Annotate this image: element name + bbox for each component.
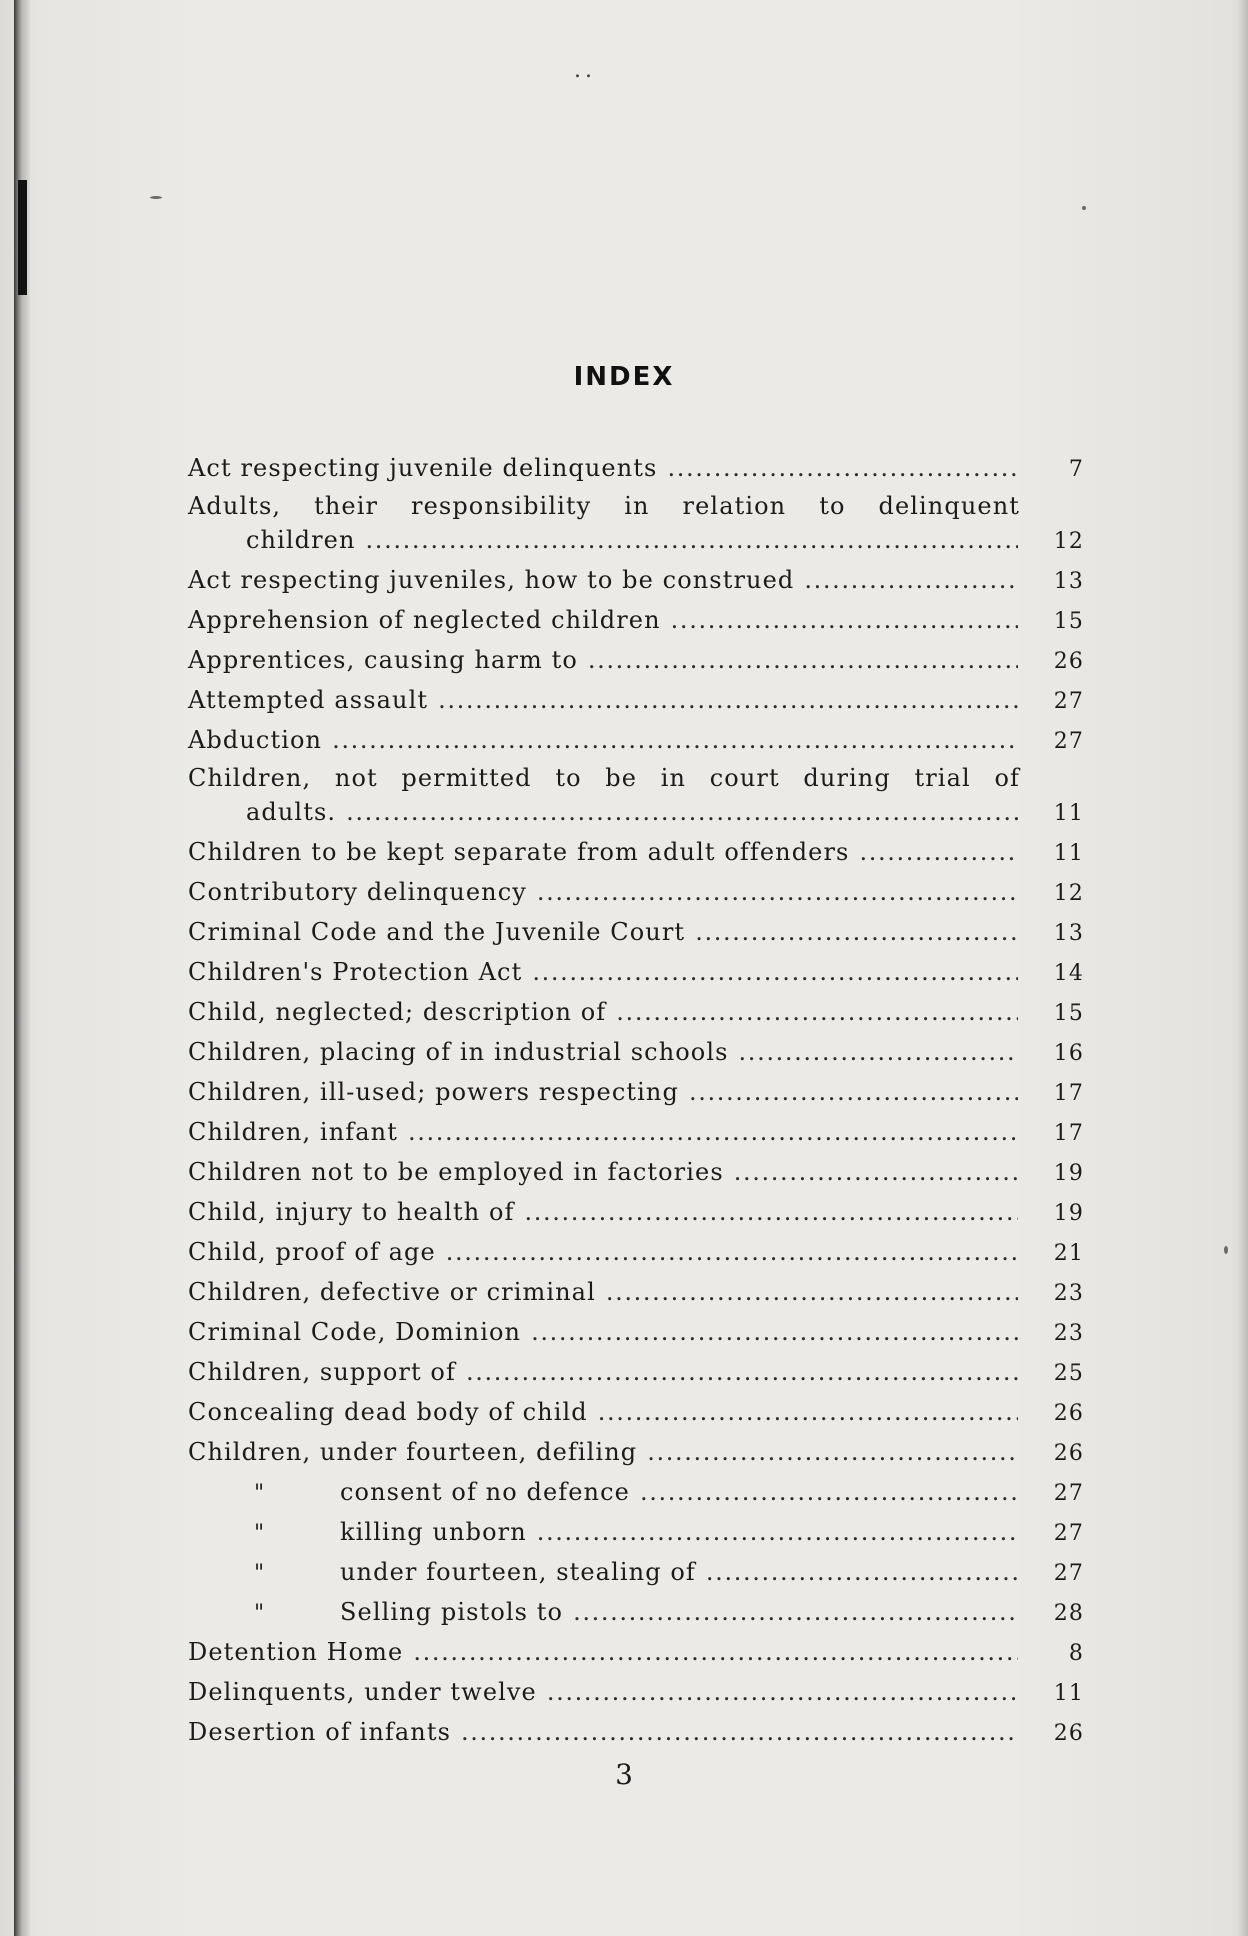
dot-leader bbox=[346, 796, 1018, 828]
entry-page: 23 bbox=[1053, 1281, 1084, 1306]
entry-text: Children not to be employed in factories bbox=[188, 1158, 724, 1186]
index-entry bbox=[188, 1712, 1084, 1752]
dot-leader bbox=[588, 640, 1018, 680]
dot-leader bbox=[547, 1672, 1018, 1712]
entry-page: 21 bbox=[1053, 1241, 1084, 1266]
index-entry bbox=[188, 760, 1084, 832]
paper-speck bbox=[1082, 206, 1086, 210]
dot-leader bbox=[616, 992, 1018, 1032]
index-entry bbox=[188, 1432, 1084, 1472]
entry-text: killing unborn bbox=[340, 1518, 527, 1546]
entry-page: 27 bbox=[1053, 1521, 1084, 1546]
index-subentry bbox=[188, 1552, 1084, 1592]
entry-page: 11 bbox=[1053, 841, 1084, 866]
entry-page: 19 bbox=[1053, 1201, 1084, 1226]
entry-text: Children, infant bbox=[188, 1118, 398, 1146]
ditto-mark: " bbox=[254, 1521, 266, 1546]
entry-page: 27 bbox=[1053, 1561, 1084, 1586]
dot-leader bbox=[466, 1352, 1018, 1392]
index-entry bbox=[188, 1232, 1084, 1272]
entry-continuation bbox=[188, 796, 1084, 832]
entry-page: 23 bbox=[1053, 1321, 1084, 1346]
index-entry bbox=[188, 1072, 1084, 1112]
entry-continuation-text: adults. bbox=[246, 798, 337, 826]
index-title: INDEX bbox=[573, 362, 675, 392]
dot-leader bbox=[804, 560, 1018, 600]
dot-leader bbox=[734, 1152, 1018, 1192]
dot-leader bbox=[408, 1112, 1018, 1152]
entry-text: Adults, their responsibility in relation to delinquent bbox=[188, 492, 1020, 520]
ditto-mark: " bbox=[254, 1601, 266, 1626]
dot-leader bbox=[573, 1592, 1018, 1632]
index-subentry bbox=[188, 1592, 1084, 1632]
entry-page: 28 bbox=[1053, 1601, 1084, 1626]
index-entry bbox=[188, 1352, 1084, 1392]
page-number: 3 bbox=[615, 1758, 633, 1791]
entry-text: Children, placing of in industrial schools bbox=[188, 1038, 729, 1066]
entry-page: 26 bbox=[1053, 1401, 1084, 1426]
index-entry bbox=[188, 640, 1084, 680]
entry-text: Act respecting juveniles, how to be construed bbox=[188, 566, 795, 594]
entry-text: Criminal Code and the Juvenile Court bbox=[188, 918, 686, 946]
entry-page: 19 bbox=[1053, 1161, 1084, 1186]
dot-leader bbox=[647, 1432, 1018, 1472]
entry-text: under fourteen, stealing of bbox=[340, 1558, 696, 1586]
dot-leader bbox=[537, 872, 1018, 912]
entry-page: 7 bbox=[1068, 457, 1084, 482]
dot-leader bbox=[531, 1312, 1018, 1352]
dot-leader bbox=[537, 1512, 1018, 1552]
index-entry bbox=[188, 1032, 1084, 1072]
entry-page: 15 bbox=[1053, 609, 1084, 634]
dot-leader bbox=[640, 1472, 1018, 1512]
dot-leader bbox=[695, 912, 1018, 952]
dot-leader bbox=[689, 1072, 1018, 1112]
top-mark: .. bbox=[574, 58, 596, 83]
dot-leader bbox=[332, 720, 1018, 760]
entry-text: Child, neglected; description of bbox=[188, 998, 607, 1026]
dot-leader bbox=[461, 1712, 1018, 1752]
dot-leader bbox=[446, 1232, 1018, 1272]
entry-page: 17 bbox=[1053, 1081, 1084, 1106]
entry-text: Selling pistols to bbox=[340, 1598, 564, 1626]
dot-leader bbox=[598, 1392, 1018, 1432]
entry-text: Children, support of bbox=[188, 1358, 456, 1386]
binding-mark bbox=[18, 180, 27, 295]
entry-page: 26 bbox=[1053, 1441, 1084, 1466]
entry-text: Attempted assault bbox=[188, 686, 429, 714]
index-entry bbox=[188, 952, 1084, 992]
index-entry bbox=[188, 1632, 1084, 1672]
entry-text: Delinquents, under twelve bbox=[188, 1678, 537, 1706]
entry-text: Children, under fourteen, defiling bbox=[188, 1438, 638, 1466]
entry-text: Child, injury to health of bbox=[188, 1198, 515, 1226]
index-entry bbox=[188, 832, 1084, 872]
index-entry bbox=[188, 1272, 1084, 1312]
entry-text: Children, not permitted to be in court during trial of bbox=[188, 764, 1020, 792]
index-entry bbox=[188, 992, 1084, 1032]
index-entry bbox=[188, 600, 1084, 640]
entry-text: Abduction bbox=[188, 726, 323, 754]
index-entry bbox=[188, 912, 1084, 952]
index-entry bbox=[188, 872, 1084, 912]
entry-continuation bbox=[188, 524, 1084, 560]
entry-text: Desertion of infants bbox=[188, 1718, 451, 1746]
index-entry bbox=[188, 1312, 1084, 1352]
entry-page: 12 bbox=[1053, 881, 1084, 906]
entry-page: 15 bbox=[1053, 1001, 1084, 1026]
entry-page: 12 bbox=[1053, 529, 1084, 554]
dot-leader bbox=[706, 1552, 1018, 1592]
index-entry bbox=[188, 1192, 1084, 1232]
dot-leader bbox=[438, 680, 1018, 720]
entry-page: 14 bbox=[1053, 961, 1084, 986]
entry-continuation-text: children bbox=[246, 526, 356, 554]
index-entry bbox=[188, 1112, 1084, 1152]
ditto-mark: " bbox=[254, 1561, 266, 1586]
ditto-mark: " bbox=[254, 1481, 266, 1506]
index-entry bbox=[188, 448, 1084, 488]
entry-page: 26 bbox=[1053, 649, 1084, 674]
entry-page: 13 bbox=[1053, 569, 1084, 594]
entry-text: Children's Protection Act bbox=[188, 958, 523, 986]
dot-leader bbox=[739, 1032, 1018, 1072]
dot-leader bbox=[366, 524, 1018, 556]
entry-text: Act respecting juvenile delinquents bbox=[188, 454, 658, 482]
entry-text: Detention Home bbox=[188, 1638, 404, 1666]
index-entry bbox=[188, 680, 1084, 720]
dot-leader bbox=[859, 832, 1018, 872]
index-entry bbox=[188, 1152, 1084, 1192]
entry-text: Child, proof of age bbox=[188, 1238, 436, 1266]
dot-leader bbox=[413, 1632, 1018, 1672]
paper-speck bbox=[1224, 1246, 1228, 1254]
dot-leader bbox=[532, 952, 1018, 992]
entry-text: Children to be kept separate from adult offenders bbox=[188, 838, 850, 866]
dot-leader bbox=[606, 1272, 1018, 1312]
entry-text: Concealing dead body of child bbox=[188, 1398, 588, 1426]
dot-leader bbox=[525, 1192, 1018, 1232]
index-entry bbox=[188, 1392, 1084, 1432]
page-edge-shadow bbox=[1238, 0, 1248, 1936]
index-entry bbox=[188, 1672, 1084, 1712]
entry-page: 11 bbox=[1053, 1681, 1084, 1706]
dot-leader bbox=[671, 600, 1018, 640]
entry-page: 16 bbox=[1053, 1041, 1084, 1066]
index-subentry bbox=[188, 1472, 1084, 1512]
entry-text: consent of no defence bbox=[340, 1478, 630, 1506]
index-list bbox=[188, 448, 1084, 1752]
entry-page: 11 bbox=[1053, 801, 1084, 826]
entry-page: 8 bbox=[1068, 1641, 1084, 1666]
entry-page: 27 bbox=[1053, 689, 1084, 714]
entry-text: Contributory delinquency bbox=[188, 878, 527, 906]
entry-text: Children, ill-used; powers respecting bbox=[188, 1078, 679, 1106]
entry-text: Apprentices, causing harm to bbox=[188, 646, 578, 674]
index-entry bbox=[188, 560, 1084, 600]
entry-text: Criminal Code, Dominion bbox=[188, 1318, 522, 1346]
entry-text: Children, defective or criminal bbox=[188, 1278, 596, 1306]
entry-text: Apprehension of neglected children bbox=[188, 606, 661, 634]
index-entry bbox=[188, 488, 1084, 560]
entry-page: 13 bbox=[1053, 921, 1084, 946]
entry-page: 17 bbox=[1053, 1121, 1084, 1146]
entry-page: 25 bbox=[1053, 1361, 1084, 1386]
paper-speck bbox=[150, 196, 162, 199]
entry-page: 26 bbox=[1053, 1721, 1084, 1746]
index-subentry bbox=[188, 1512, 1084, 1552]
index-entry bbox=[188, 720, 1084, 760]
dot-leader bbox=[667, 448, 1018, 488]
entry-page: 27 bbox=[1053, 729, 1084, 754]
entry-page: 27 bbox=[1053, 1481, 1084, 1506]
